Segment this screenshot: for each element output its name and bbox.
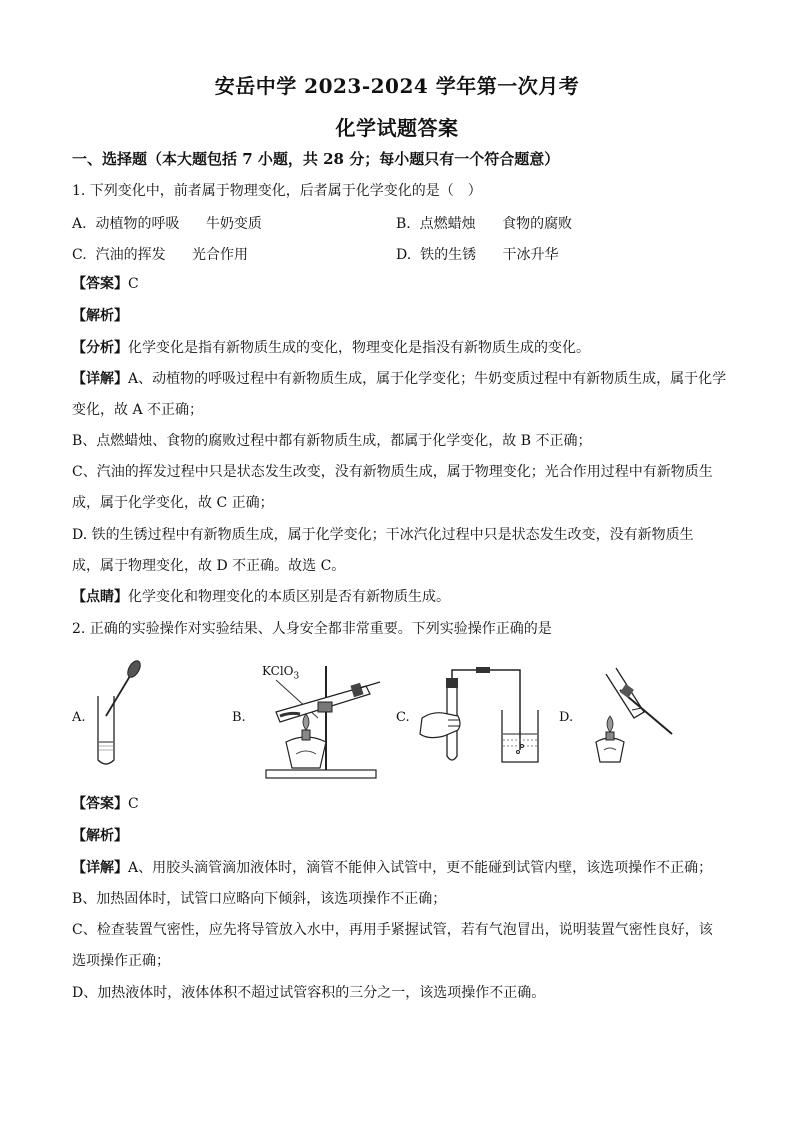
q1-answer: 【答案】C [72, 276, 139, 292]
q2-fig-b-label: B. [232, 710, 246, 725]
q2-stem: 2. 正确的实验操作对实验结果、人身安全都非常重要。下列实验操作正确的是 [72, 621, 552, 637]
q1-xiangjie-line1: 【详解】A、动植物的呼吸过程中有新物质生成，属于化学变化；牛奶变质过程中有新物质生成，属于化学 [72, 371, 727, 387]
q1-stem: 1. 下列变化中，前者属于物理变化，后者属于化学变化的是（ ） [72, 183, 482, 199]
q2-fig-a-label: A. [72, 710, 86, 725]
q2-fig-d-heating-liquid [576, 662, 686, 772]
q2-analysis-tag: 【解析】 [72, 828, 128, 844]
page-subtitle: 化学试题答案 [335, 116, 459, 140]
q2-fig-b-heating-apparatus [256, 656, 386, 782]
page-title: 安岳中学 2023-2024 学年第一次月考 [214, 74, 580, 98]
q2-fig-c-airtightness-check [414, 664, 544, 772]
q1-dianjing: 【点睛】化学变化和物理变化的本质区别是否有新物质生成。 [72, 589, 450, 605]
q1-option-d: D. 铁的生锈 干冰升华 [396, 247, 559, 263]
q1-xiangjie-line4: C、汽油的挥发过程中只是状态发生改变，没有新物质生成，属于物理变化；光合作用过程中有新物质生 [72, 464, 713, 480]
q2-fig-c-label: C. [396, 710, 410, 725]
section-heading: 一、选择题（本大题包括 7 小题，共 28 分；每小题只有一个符合题意） [72, 150, 560, 168]
q2-fig-b-chem-label: KClO$_3$ [262, 664, 300, 682]
q2-fig-a-dropper-test-tube [90, 656, 150, 768]
q2-xiangjie-line1: 【详解】A、用胶头滴管滴加液体时，滴管不能伸入试管中，更不能碰到试管内壁，该选项操作不正确； [72, 860, 713, 876]
q1-xiangjie-line6: D. 铁的生锈过程中有新物质生成，属于化学变化；干冰汽化过程中只是状态发生改变，没有新物质生 [72, 527, 694, 543]
q2-xiangjie-line4: 选项操作正确； [72, 953, 170, 969]
q1-option-b: B. 点燃蜡烛 食物的腐败 [396, 216, 573, 232]
q1-option-c: C. 汽油的挥发 光合作用 [72, 247, 249, 263]
q1-option-a: A. 动植物的呼吸 牛奶变质 [72, 216, 262, 232]
q2-answer: 【答案】C [72, 796, 139, 812]
q2-fig-d-label: D. [559, 710, 574, 725]
q2-xiangjie-line2: B、加热固体时，试管口应略向下倾斜，该选项操作不正确； [72, 891, 447, 907]
q2-xiangjie-line3: C、检查装置气密性，应先将导管放入水中，再用手紧握试管，若有气泡冒出，说明装置气密性良好，该 [72, 922, 713, 938]
q1-fenxi: 【分析】化学变化是指有新物质生成的变化，物理变化是指没有新物质生成的变化。 [72, 340, 590, 356]
q1-xiangjie-line5: 成，属于化学变化，故 C 正确； [72, 495, 274, 511]
q1-xiangjie-line2: 变化，故 A 不正确； [72, 402, 204, 418]
q1-xiangjie-line7: 成，属于物理变化，故 D 不正确。故选 C。 [72, 558, 346, 574]
q2-xiangjie-line5: D、加热液体时，液体体积不超过试管容积的三分之一，该选项操作不正确。 [72, 985, 546, 1001]
q1-analysis-tag: 【解析】 [72, 308, 128, 324]
q1-xiangjie-line3: B、点燃蜡烛、食物的腐败过程中都有新物质生成，都属于化学变化，故 B 不正确； [72, 433, 592, 449]
